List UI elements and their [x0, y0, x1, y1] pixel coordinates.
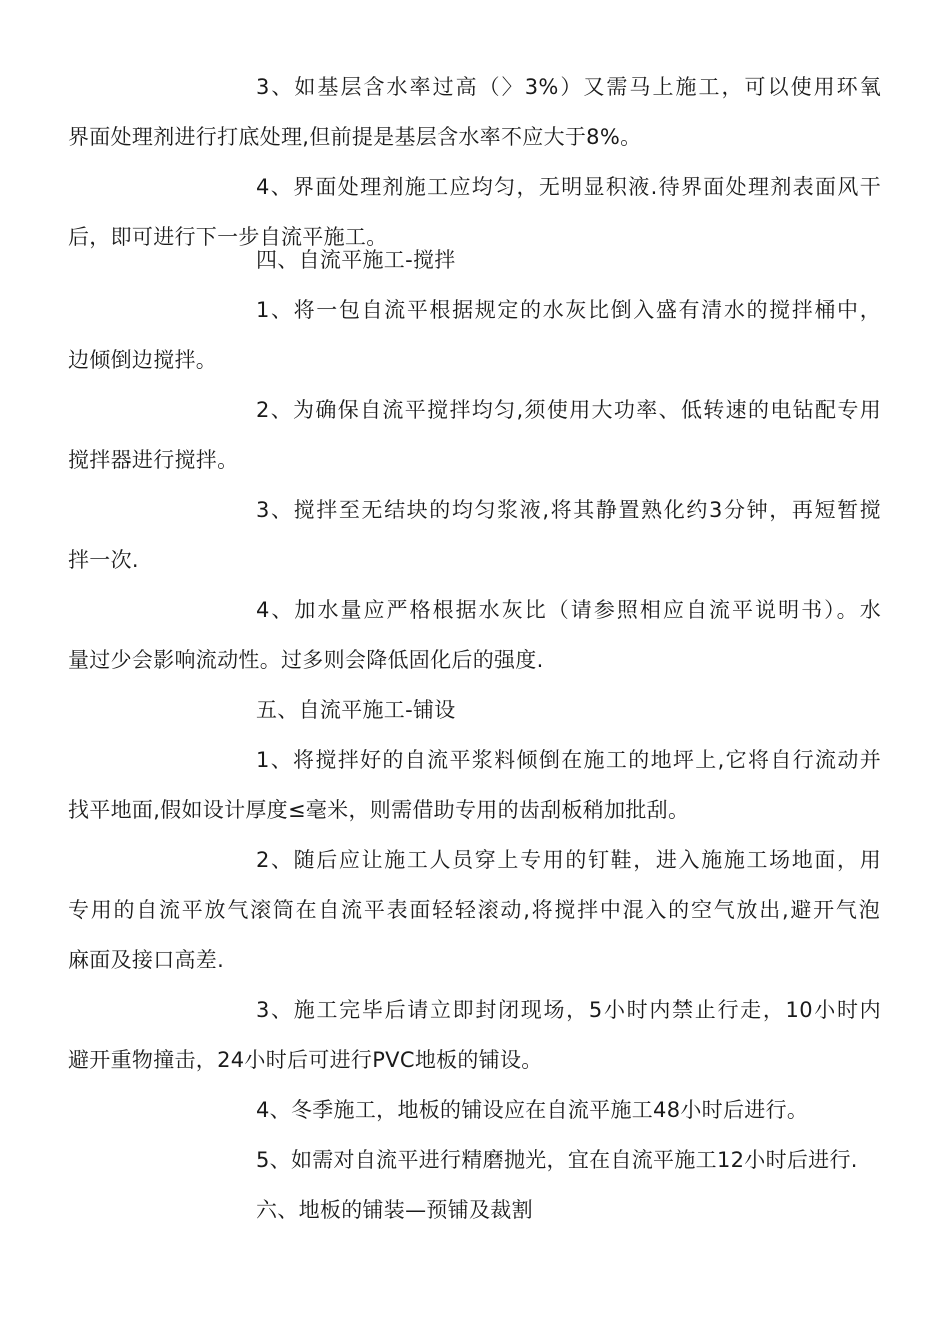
section-heading: 四、自流平施工-搅拌 — [256, 248, 456, 272]
paragraph-line: 3、搅拌至无结块的均匀浆液,将其静置熟化约3分钟，再短暂搅 — [256, 498, 881, 522]
paragraph-line: 4、冬季施工，地板的铺设应在自流平施工48小时后进行。 — [256, 1098, 809, 1122]
paragraph-line: 2、为确保自流平搅拌均匀,须使用大功率、低转速的电钻配专用 — [256, 398, 881, 422]
paragraph-line: 界面处理剂进行打底处理,但前提是基层含水率不应大于8%。 — [68, 125, 642, 149]
paragraph-line: 边倾倒边搅拌。 — [68, 348, 218, 372]
paragraph-line: 量过少会影响流动性。过多则会降低固化后的强度. — [68, 648, 544, 672]
paragraph-line: 拌一次. — [68, 548, 139, 572]
paragraph-line: 3、施工完毕后请立即封闭现场，5小时内禁止行走，10小时内 — [256, 998, 881, 1022]
paragraph-line: 专用的自流平放气滚筒在自流平表面轻轻滚动,将搅拌中混入的空气放出,避开气泡 — [68, 898, 880, 922]
paragraph-line: 1、将一包自流平根据规定的水灰比倒入盛有清水的搅拌桶中， — [256, 298, 881, 322]
paragraph-line: 2、随后应让施工人员穿上专用的钉鞋，进入施施工场地面，用 — [256, 848, 881, 872]
paragraph-line: 后，即可进行下一步自流平施工。 — [68, 225, 388, 249]
paragraph-line: 4、加水量应严格根据水灰比（请参照相应自流平说明书）。水 — [256, 598, 881, 622]
paragraph-line: 4、界面处理剂施工应均匀，无明显积液.待界面处理剂表面风干 — [256, 175, 881, 199]
section-heading: 六、地板的铺装—预铺及裁割 — [256, 1198, 533, 1222]
paragraph-line: 麻面及接口高差. — [68, 948, 225, 972]
paragraph-line: 找平地面,假如设计厚度≤毫米，则需借助专用的齿刮板稍加批刮。 — [68, 798, 690, 822]
paragraph-line: 避开重物撞击，24小时后可进行PVC地板的铺设。 — [68, 1048, 543, 1072]
paragraph-line: 3、如基层含水率过高（〉3%）又需马上施工，可以使用环氧 — [256, 75, 881, 99]
paragraph-line: 搅拌器进行搅拌。 — [68, 448, 239, 472]
section-heading: 五、自流平施工-铺设 — [256, 698, 456, 722]
paragraph-line: 1、将搅拌好的自流平浆料倾倒在施工的地坪上,它将自行流动并 — [256, 748, 881, 772]
paragraph-line: 5、如需对自流平进行精磨抛光，宜在自流平施工12小时后进行. — [256, 1148, 858, 1172]
